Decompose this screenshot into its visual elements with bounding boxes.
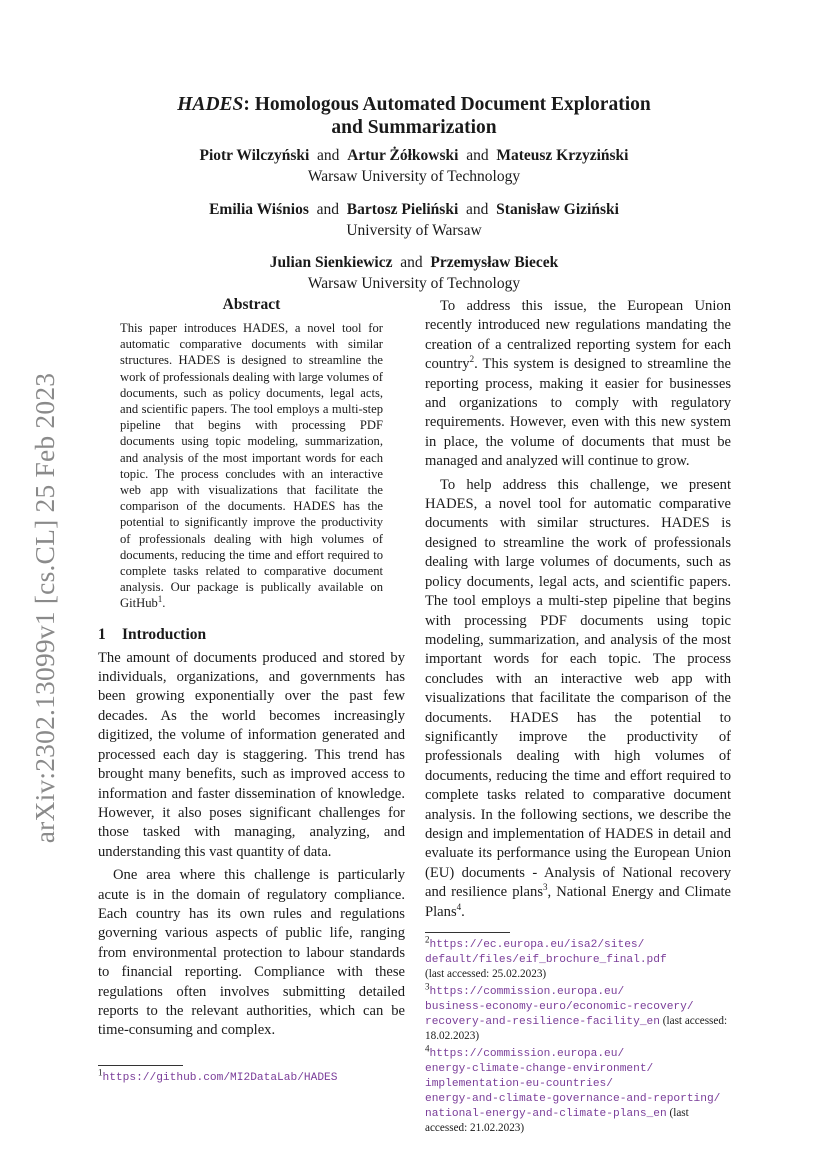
affiliation: University of Warsaw [346, 222, 482, 239]
title-rest: : Homologous Automated Document Exploration [243, 94, 651, 115]
footnote-link[interactable]: national-energy-and-climate-plans_en [425, 1108, 667, 1120]
and-word: and [466, 147, 489, 164]
and-word: and [466, 201, 489, 218]
footnote-1: $^1$https://github.com/MI2DataLab/HADES [98, 1067, 338, 1084]
author-name: Stanisław Giziński [496, 201, 619, 218]
author-group-3 [98, 252, 730, 294]
author-group-1 [98, 145, 730, 187]
section-number: 1 [98, 625, 106, 643]
right-paragraph-1: To address this issue, the European Union recently introduced new regulations mandating the creation of a centralized reporting system for each country$^2$. This system is designed to streamline the reporting process, making it easier for businesses and organizations to comply with regulatory requirements. However, even with this new system in place, the volume of documents that must be managed and analyzed will continue to grow. [425, 298, 731, 470]
footnote-divider [98, 1065, 183, 1066]
footnote-4: $^4$https://commission.europa.eu/ energy-climate-change-environment/ implementation-eu-countries/ energy-and-climate-governance-and-reporting/ national-energy-and-climate-plans_en (last accessed: 21.02.2023) [425, 1043, 721, 1134]
title-line2: and Summarization [331, 117, 497, 138]
footnote-marker: 2 [469, 354, 475, 365]
abstract-text: This paper introduces HADES, a novel tool for automatic comparative documents with similar structures. HADES is designed to streamline the work of professionals dealing with large volumes of documents, such as policy documents, legal acts, and scientific papers. The tool employs a multi-step pipeline that begins with processing PDF documents using topic modeling, summarization, and analysis of the most important words for each topic. The process concludes with an interactive web app with visualizations that facilitate the comparison of the documents. HADES has the potential to significantly improve the productivity of professionals dealing with high volumes of documents, reducing the time and effort required to complete tasks related to comparative document analysis. Our package is publically available on GitHub$^1$. [120, 321, 383, 611]
author-name: Julian Sienkiewicz [269, 254, 393, 271]
author-name: Emilia Wiśnios [209, 201, 309, 218]
author-group-2 [98, 199, 730, 241]
footnote-link[interactable]: https://commission.europa.eu/ [429, 986, 625, 998]
affiliation: Warsaw University of Technology [307, 275, 521, 292]
author-name: Przemysław Biecek [430, 254, 559, 271]
footnote-2: $^2$https://ec.europa.eu/isa2/sites/ default/files/eif_brochure_final.pdf (last accessed: 25.02.2023) [425, 934, 667, 980]
footnote-marker: 1 [157, 594, 163, 605]
footnote-link[interactable]: https://commission.europa.eu/ [429, 1048, 625, 1060]
footnote-area-left [98, 1055, 405, 1085]
footnote-marker: 3 [543, 882, 548, 893]
author-name: Artur Żółkowski [347, 147, 459, 164]
and-word: and [317, 147, 340, 164]
author-name: Mateusz Krzyziński [496, 147, 629, 164]
section-title: Introduction [122, 625, 207, 643]
left-column [98, 296, 405, 1041]
title-name: HADES [177, 94, 244, 115]
arxiv-identifier-sidebar [22, 365, 68, 850]
right-column [425, 297, 731, 1135]
footnote-divider [425, 932, 510, 933]
paper-title [98, 93, 730, 139]
footnote-link[interactable]: https://github.com/MI2DataLab/HADES [102, 1072, 338, 1084]
abstract-heading: Abstract [222, 296, 281, 313]
right-paragraph-2: To help address this challenge, we present HADES, a novel tool for automatic comparative documents with similar structures. HADES is designed to streamline the work of professionals dealing with large volumes of documents, such as policy documents, legal acts, and scientific papers. The tool employs a multi-step pipeline that begins with processing PDF documents using topic modeling, summarization, and analysis of the most important words for each topic. The process concludes with an interactive web app with visualizations that facilitate the comparison of the documents. HADES has the potential to significantly improve the productivity of professionals dealing with high volumes of documents, reducing the time and effort required to complete tasks related to comparative document analysis. In the following sections, we describe the design and implementation of HADES in detail and evaluate its performance using the European Union (EU) documents - Analysis of National recovery and resilience plans$^3$, National Energy and Climate Plans$^4$. [425, 476, 731, 920]
footnote-link[interactable]: implementation-eu-countries/ [425, 1078, 613, 1090]
footnote-link[interactable]: recovery-and-resilience-facility_en [425, 1016, 660, 1028]
intro-paragraph-1: The amount of documents produced and stored by individuals, organizations, and governments has been growing exponentially over the past few decades. As the world becomes increasingly digitized, the volume of information generated and processed each day is staggering. This trend has brought many benefits, such as improved access to information and faster dissemination of knowledge. However, it also poses significant challenges for those tasked with managing, analyzing, and understanding this vast quantity of data. [98, 649, 405, 860]
footnote-link[interactable]: energy-and-climate-governance-and-reporting/ [425, 1093, 721, 1105]
author-name: Bartosz Pieliński [346, 201, 459, 218]
footnote-link[interactable]: energy-climate-change-environment/ [425, 1063, 654, 1075]
section-heading-introduction [98, 626, 405, 644]
paper-header [98, 93, 730, 294]
footnote-link[interactable]: business-economy-euro/economic-recovery/ [425, 1001, 694, 1013]
footnote-link[interactable]: https://ec.europa.eu/isa2/sites/ [429, 939, 645, 951]
and-word: and [316, 201, 339, 218]
intro-paragraph-2: One area where this challenge is particularly acute is in the domain of regulatory compliance. Each country has its own rules and regulations governing various aspects of public life, ranging from environmental protection to labour standards to financial reporting. Compliance with these regulations often involves submitting detailed reports to the relevant authorities, which can be time-consuming and complex. [98, 867, 405, 1039]
and-word: and [400, 254, 423, 271]
footnote-link[interactable]: default/files/eif_brochure_final.pdf [425, 954, 667, 966]
arxiv-identifier: arXiv:2302.13099v1 [cs.CL] 25 Feb 2023 [29, 372, 60, 843]
affiliation: Warsaw University of Technology [307, 168, 521, 185]
footnote-3: $^3$https://commission.europa.eu/ business-economy-euro/economic-recovery/ recovery-and-resilience-facility_en (last accessed: 18.02.2023) [425, 981, 728, 1042]
author-name: Piotr Wilczyński [199, 147, 310, 164]
footnote-marker: 4 [456, 901, 462, 912]
